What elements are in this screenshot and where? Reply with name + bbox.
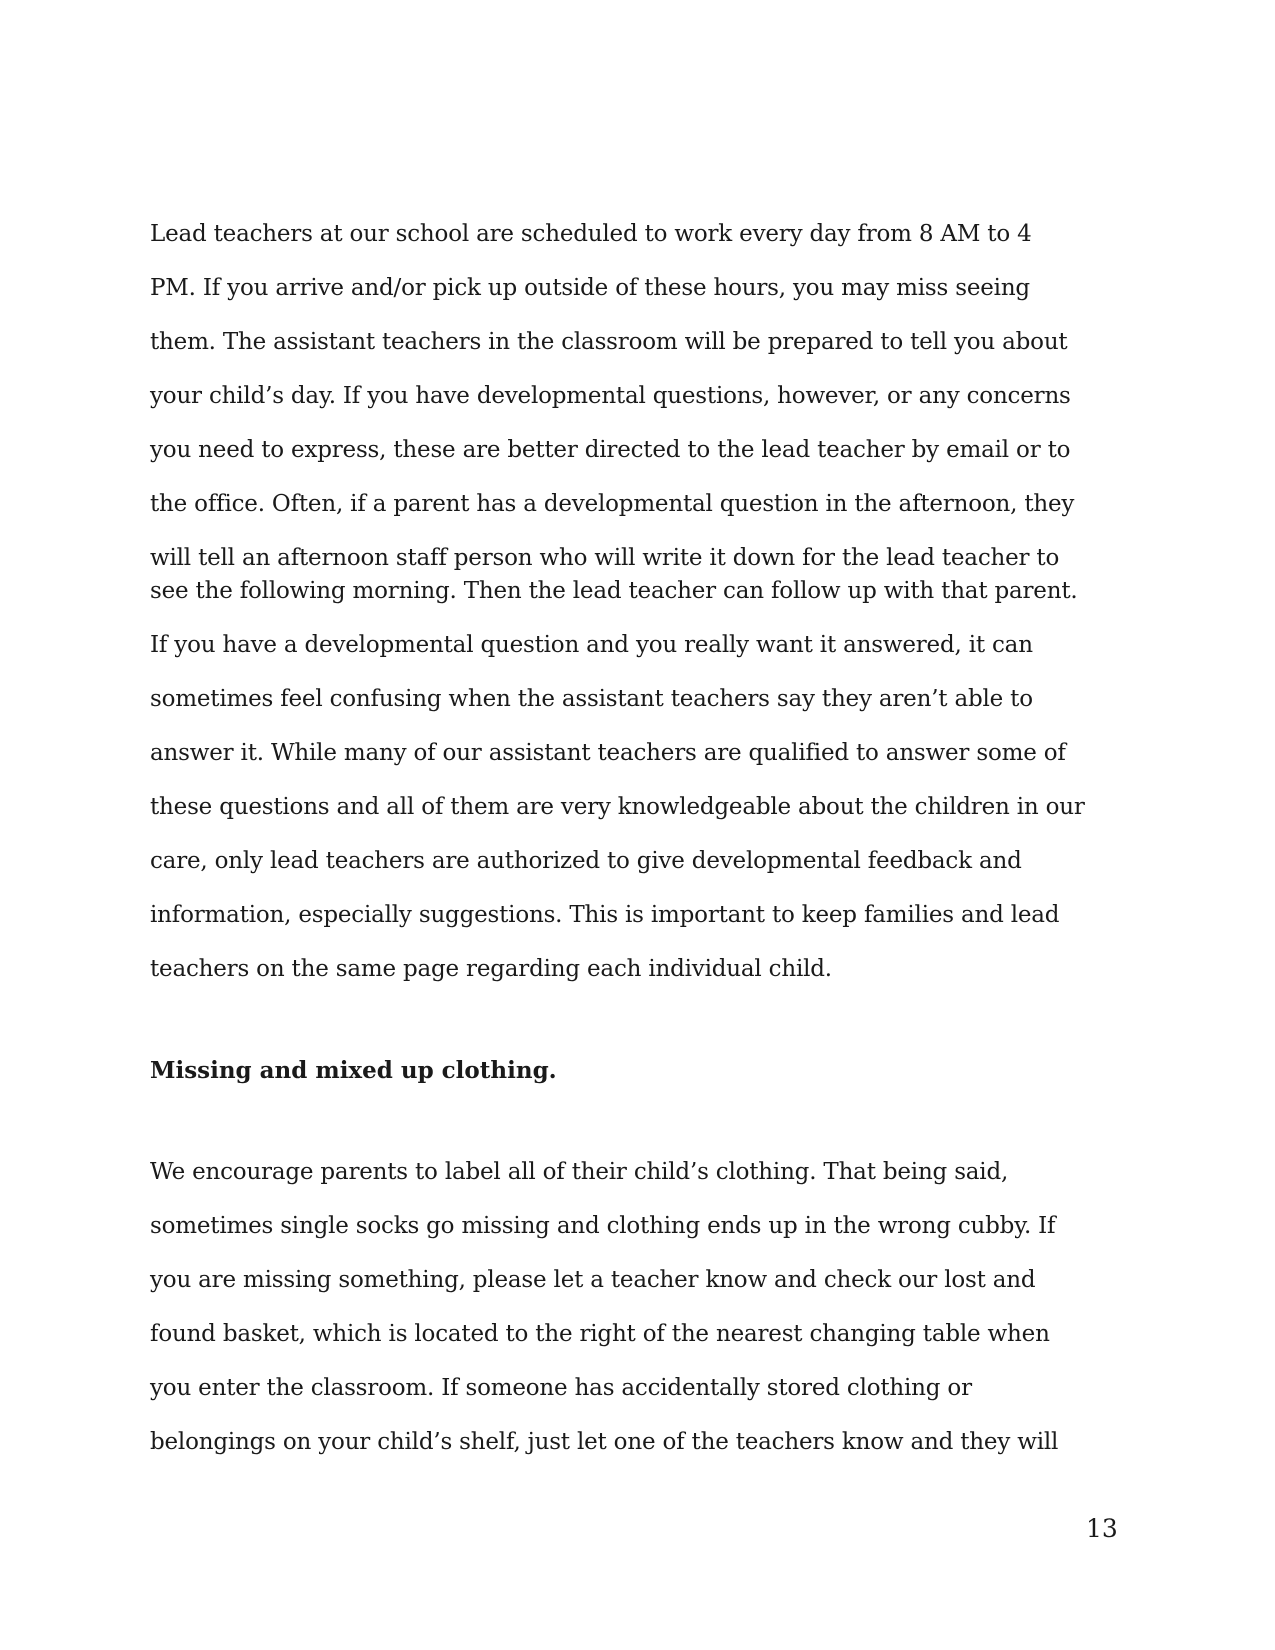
text-line: will tell an afternoon staff person who will write it down for the lead teacher to	[150, 545, 1060, 571]
text-line: PM. If you arrive and/or pick up outside of these hours, you may miss seeing	[150, 275, 1030, 301]
text-line: you are missing something, please let a teacher know and check our lost and	[150, 1267, 1036, 1293]
text-line: the office. Often, if a parent has a developmental question in the afternoon, they	[150, 491, 1075, 517]
text-line: these questions and all of them are very knowledgeable about the children in our	[150, 794, 1085, 820]
text-line: your child’s day. If you have developmental questions, however, or any concerns	[150, 383, 1071, 409]
section-heading: Missing and mixed up clothing.	[150, 1057, 557, 1084]
text-line: care, only lead teachers are authorized to give developmental feedback and	[150, 848, 1022, 874]
text-line: you need to express, these are better directed to the lead teacher by email or to	[150, 437, 1071, 463]
text-line: sometimes feel confusing when the assistant teachers say they aren’t able to	[150, 686, 1033, 712]
text-line: Lead teachers at our school are scheduled to work every day from 8 AM to 4	[150, 221, 1032, 247]
text-line: answer it. While many of our assistant teachers are qualified to answer some of	[150, 740, 1066, 766]
text-line: sometimes single socks go missing and clothing ends up in the wrong cubby. If	[150, 1213, 1056, 1239]
text-line: see the following morning. Then the lead teacher can follow up with that parent.	[150, 578, 1078, 604]
text-line: We encourage parents to label all of their child’s clothing. That being said,	[150, 1159, 1009, 1185]
text-line: belongings on your child’s shelf, just let one of the teachers know and they will	[150, 1429, 1059, 1455]
text-line: information, especially suggestions. This is important to keep families and lead	[150, 902, 1060, 928]
page-number: 13	[1086, 1514, 1118, 1543]
text-line: If you have a developmental question and you really want it answered, it can	[150, 632, 1033, 658]
text-line: you enter the classroom. If someone has accidentally stored clothing or	[150, 1375, 972, 1401]
text-line: teachers on the same page regarding each individual child.	[150, 956, 832, 982]
text-line: found basket, which is located to the right of the nearest changing table when	[150, 1321, 1050, 1347]
text-line: them. The assistant teachers in the classroom will be prepared to tell you about	[150, 329, 1068, 355]
